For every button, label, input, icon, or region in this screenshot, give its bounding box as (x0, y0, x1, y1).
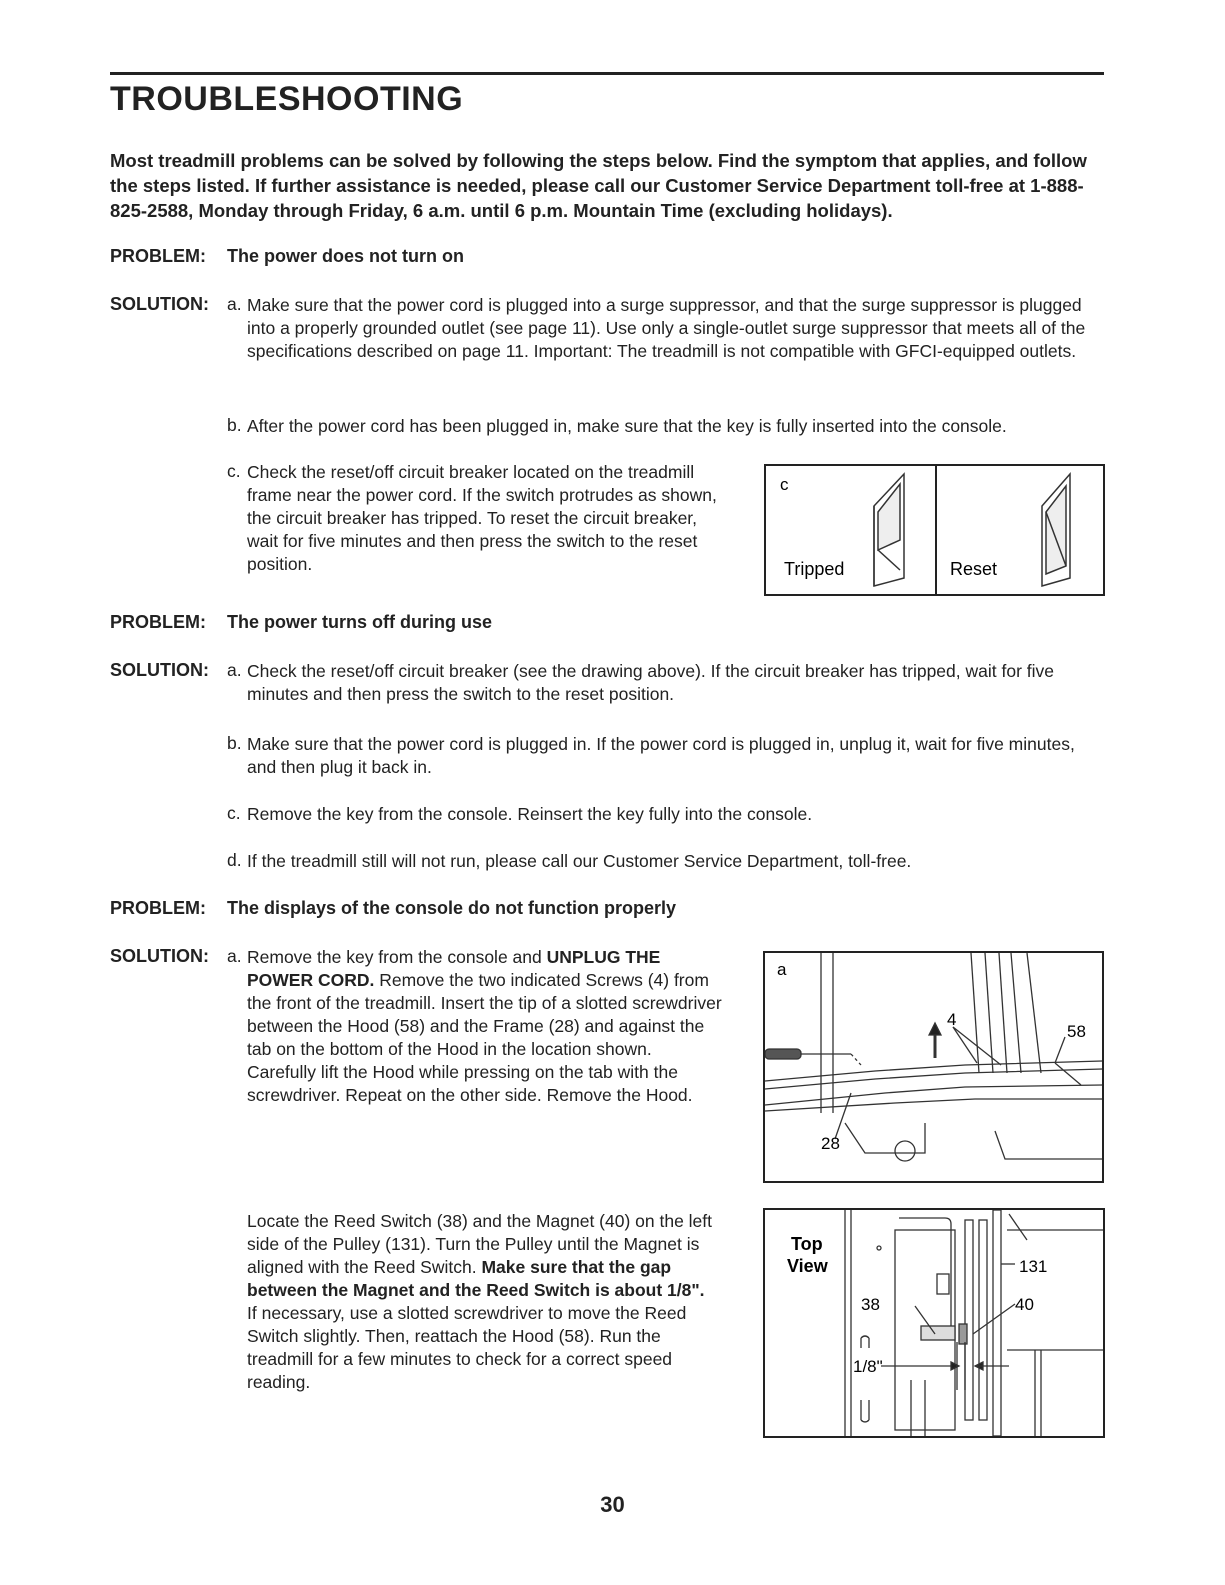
magnet-callout-40: 40 (1015, 1295, 1034, 1314)
p1-b-text: After the power cord has been plugged in, make sure that the key is fully inserted into the console. (247, 416, 1007, 436)
solution-label-3: SOLUTION: (110, 946, 209, 966)
p1-a-text: Make sure that the power cord is plugged into a surge suppressor, and that the surge suppressor is plugged into a properly grounded outlet (see page 11). Use only a single-outlet surge suppressor that meets all of the specifications described on page 11. Important: The treadmill is not compatible with GFCI-equipped outlets. (247, 295, 1086, 361)
reed-switch-figure (763, 1208, 1105, 1438)
p1-c-text: Check the reset/off circuit breaker located on the treadmill frame near the power cord. If the switch protrudes as shown, the circuit breaker has tripped. To reset the circuit breaker, wait for five minutes and then press the switch to the reset position. (247, 462, 717, 574)
reed-switch-text: Locate the Reed Switch (38) and the Magnet (40) on the left side of the Pulley (131). Turn the Pulley until the Magnet is aligned with the Reed Switch. Make sure that the gap between the Magnet and the Reed Switch is about 1/8". If necessary, use a slotted screwdriver to move the Reed Switch slightly. Then, reattach the Hood (58). Run the treadmill for a few minutes to check for a correct speed reading. (247, 1211, 713, 1392)
circuit-breaker-figure (764, 464, 1105, 596)
p3-a-letter: a. (227, 946, 242, 966)
breaker-fig-letter: c (780, 475, 789, 494)
problem-3-text: The displays of the console do not function properly (227, 898, 677, 918)
hood-callout-58: 58 (1067, 1022, 1086, 1041)
reset-switch-icon (1042, 474, 1070, 586)
screw-callout-4: 4 (947, 1010, 957, 1029)
p1-c-letter: c. (227, 461, 241, 481)
intro-paragraph: Most treadmill problems can be solved by following the steps below. Find the symptom that applies, and follow the steps listed. If further assistance is needed, please call our Customer Service Department toll-free at 1-888-825-2588, Monday through Friday, 6 a.m. until 6 p.m. Mountain Time (excluding holidays). (110, 150, 1087, 221)
p2-c-letter: c. (227, 803, 241, 823)
frame-callout-28: 28 (821, 1134, 840, 1153)
p2-d-letter: d. (227, 850, 242, 870)
problem-label-2: PROBLEM: (110, 612, 206, 632)
p2-b-letter: b. (227, 733, 242, 753)
title-rule (110, 72, 1104, 75)
p1-b-letter: b. (227, 415, 242, 435)
page-title: TROUBLESHOOTING (110, 80, 464, 118)
reset-label: Reset (950, 559, 998, 579)
p2-c-text: Remove the key from the console. Reinsert the key fully into the console. (247, 804, 813, 824)
p2-a-text: Check the reset/off circuit breaker (see the drawing above). If the circuit breaker has tripped, wait for five minutes and then press the switch to the reset position. (247, 661, 1054, 704)
page-number: 30 (600, 1492, 625, 1517)
p2-d-text: If the treadmill still will not run, please call our Customer Service Department, toll-free. (247, 851, 912, 871)
p2-a-letter: a. (227, 660, 242, 680)
p3-a-text: Remove the key from the console and UNPLUG THE POWER CORD. Remove the two indicated Screws (4) from the front of the treadmill. Insert the tip of a slotted screwdriver between the Hood (58) and the Frame (28) and against the tab on the bottom of the Hood in the location shown. Carefully lift the Hood while pressing on the tab with the screwdriver. Repeat on the other side. Remove the Hood. (247, 947, 722, 1105)
hood-fig-letter: a (777, 960, 787, 979)
solution-label-1: SOLUTION: (110, 294, 209, 314)
reed-switch-drawing (765, 1210, 1103, 1436)
view-label: View (787, 1256, 828, 1276)
problem-label-3: PROBLEM: (110, 898, 206, 918)
tripped-label: Tripped (784, 559, 845, 579)
problem-2-text: The power turns off during use (227, 612, 492, 632)
pulley-callout-131: 131 (1019, 1257, 1048, 1276)
reed-switch-callout-38: 38 (861, 1295, 880, 1314)
solution-label-2: SOLUTION: (110, 660, 209, 680)
hood-removal-figure (763, 951, 1104, 1183)
hood-removal-drawing (765, 953, 1102, 1181)
tripped-switch-icon (874, 474, 904, 586)
problem-1-text: The power does not turn on (227, 246, 464, 266)
p1-a-letter: a. (227, 294, 242, 314)
circuit-breaker-drawing (766, 466, 1103, 594)
p2-b-text: Make sure that the power cord is plugged in. If the power cord is plugged in, unplug it, wait for five minutes, and then plug it back in. (247, 734, 1075, 777)
gap-callout: 1/8" (853, 1357, 883, 1376)
problem-label-1: PROBLEM: (110, 246, 206, 266)
top-label: Top (791, 1234, 823, 1254)
